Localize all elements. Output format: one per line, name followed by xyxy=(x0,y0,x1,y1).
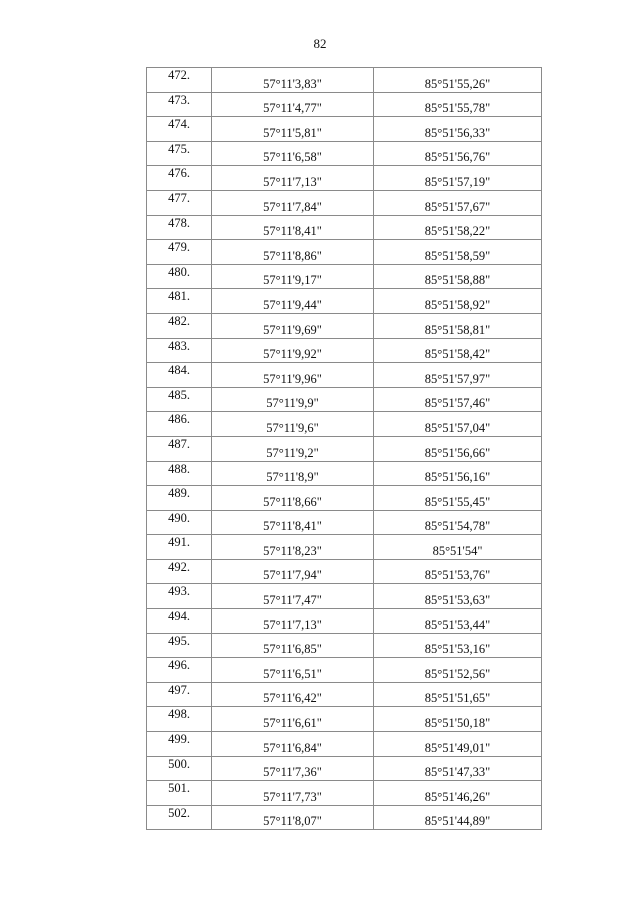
latitude-cell: 57°11'7,13" xyxy=(212,609,374,634)
latitude-cell: 57°11'6,85" xyxy=(212,633,374,658)
table-row xyxy=(147,707,542,732)
latitude-cell: 57°11'7,13" xyxy=(212,166,374,191)
latitude-cell: 57°11'7,73" xyxy=(212,781,374,806)
latitude-cell: 57°11'7,36" xyxy=(212,756,374,781)
table-row xyxy=(147,215,542,240)
longitude-cell: 85°51'56,16" xyxy=(374,461,542,486)
latitude-cell: 57°11'8,86" xyxy=(212,240,374,265)
point-number-cell: 475. xyxy=(147,141,212,166)
table-row xyxy=(147,92,542,117)
latitude-cell: 57°11'6,42" xyxy=(212,682,374,707)
longitude-cell: 85°51'58,81" xyxy=(374,313,542,338)
longitude-cell: 85°51'58,42" xyxy=(374,338,542,363)
latitude-cell: 57°11'9,17" xyxy=(212,264,374,289)
table-row xyxy=(147,412,542,437)
longitude-cell: 85°51'51,65" xyxy=(374,682,542,707)
point-number-cell: 498. xyxy=(147,707,212,732)
longitude-cell: 85°51'44,89" xyxy=(374,805,542,830)
latitude-cell: 57°11'7,94" xyxy=(212,559,374,584)
latitude-cell: 57°11'9,44" xyxy=(212,289,374,314)
point-number-cell: 474. xyxy=(147,117,212,142)
latitude-cell: 57°11'8,07" xyxy=(212,805,374,830)
table-row xyxy=(147,781,542,806)
table-row xyxy=(147,609,542,634)
point-number-cell: 481. xyxy=(147,289,212,314)
longitude-cell: 85°51'52,56" xyxy=(374,658,542,683)
latitude-cell: 57°11'9,6" xyxy=(212,412,374,437)
table-row xyxy=(147,559,542,584)
latitude-cell: 57°11'9,69" xyxy=(212,313,374,338)
longitude-cell: 85°51'54" xyxy=(374,535,542,560)
point-number-cell: 495. xyxy=(147,633,212,658)
table-row xyxy=(147,756,542,781)
latitude-cell: 57°11'7,47" xyxy=(212,584,374,609)
longitude-cell: 85°51'49,01" xyxy=(374,732,542,757)
point-number-cell: 473. xyxy=(147,92,212,117)
point-number-cell: 501. xyxy=(147,781,212,806)
longitude-cell: 85°51'56,33" xyxy=(374,117,542,142)
latitude-cell: 57°11'8,41" xyxy=(212,215,374,240)
table-row xyxy=(147,338,542,363)
table-row xyxy=(147,141,542,166)
table-row xyxy=(147,486,542,511)
latitude-cell: 57°11'6,61" xyxy=(212,707,374,732)
latitude-cell: 57°11'3,83" xyxy=(212,68,374,93)
coordinates-table-body xyxy=(147,68,542,830)
latitude-cell: 57°11'9,96" xyxy=(212,363,374,388)
longitude-cell: 85°51'58,59" xyxy=(374,240,542,265)
coordinates-table xyxy=(146,67,542,830)
point-number-cell: 486. xyxy=(147,412,212,437)
longitude-cell: 85°51'53,16" xyxy=(374,633,542,658)
latitude-cell: 57°11'8,23" xyxy=(212,535,374,560)
latitude-cell: 57°11'8,41" xyxy=(212,510,374,535)
longitude-cell: 85°51'56,66" xyxy=(374,436,542,461)
table-row xyxy=(147,289,542,314)
longitude-cell: 85°51'58,92" xyxy=(374,289,542,314)
table-row xyxy=(147,510,542,535)
table-row xyxy=(147,682,542,707)
latitude-cell: 57°11'8,66" xyxy=(212,486,374,511)
longitude-cell: 85°51'55,45" xyxy=(374,486,542,511)
latitude-cell: 57°11'5,81" xyxy=(212,117,374,142)
longitude-cell: 85°51'47,33" xyxy=(374,756,542,781)
point-number-cell: 487. xyxy=(147,436,212,461)
point-number-cell: 492. xyxy=(147,559,212,584)
longitude-cell: 85°51'57,97" xyxy=(374,363,542,388)
longitude-cell: 85°51'55,78" xyxy=(374,92,542,117)
longitude-cell: 85°51'46,26" xyxy=(374,781,542,806)
table-row xyxy=(147,166,542,191)
table-row xyxy=(147,68,542,93)
longitude-cell: 85°51'53,44" xyxy=(374,609,542,634)
table-row xyxy=(147,658,542,683)
point-number-cell: 502. xyxy=(147,805,212,830)
point-number-cell: 489. xyxy=(147,486,212,511)
longitude-cell: 85°51'54,78" xyxy=(374,510,542,535)
point-number-cell: 490. xyxy=(147,510,212,535)
table-row xyxy=(147,805,542,830)
longitude-cell: 85°51'58,22" xyxy=(374,215,542,240)
page-number: 82 xyxy=(313,36,327,51)
table-row xyxy=(147,461,542,486)
latitude-cell: 57°11'7,84" xyxy=(212,190,374,215)
table-row xyxy=(147,436,542,461)
latitude-cell: 57°11'6,51" xyxy=(212,658,374,683)
point-number-cell: 496. xyxy=(147,658,212,683)
table-row xyxy=(147,363,542,388)
longitude-cell: 85°51'55,26" xyxy=(374,68,542,93)
longitude-cell: 85°51'57,67" xyxy=(374,190,542,215)
table-row xyxy=(147,313,542,338)
point-number-cell: 491. xyxy=(147,535,212,560)
latitude-cell: 57°11'9,92" xyxy=(212,338,374,363)
point-number-cell: 476. xyxy=(147,166,212,191)
point-number-cell: 482. xyxy=(147,313,212,338)
point-number-cell: 472. xyxy=(147,68,212,93)
table-row xyxy=(147,535,542,560)
table-row xyxy=(147,264,542,289)
longitude-cell: 85°51'57,46" xyxy=(374,387,542,412)
longitude-cell: 85°51'53,76" xyxy=(374,559,542,584)
longitude-cell: 85°51'56,76" xyxy=(374,141,542,166)
table-row xyxy=(147,240,542,265)
table-row xyxy=(147,633,542,658)
point-number-cell: 488. xyxy=(147,461,212,486)
longitude-cell: 85°51'58,88" xyxy=(374,264,542,289)
latitude-cell: 57°11'4,77" xyxy=(212,92,374,117)
latitude-cell: 57°11'6,84" xyxy=(212,732,374,757)
latitude-cell: 57°11'8,9" xyxy=(212,461,374,486)
point-number-cell: 483. xyxy=(147,338,212,363)
point-number-cell: 479. xyxy=(147,240,212,265)
longitude-cell: 85°51'57,04" xyxy=(374,412,542,437)
longitude-cell: 85°51'57,19" xyxy=(374,166,542,191)
table-row xyxy=(147,117,542,142)
longitude-cell: 85°51'50,18" xyxy=(374,707,542,732)
point-number-cell: 497. xyxy=(147,682,212,707)
point-number-cell: 485. xyxy=(147,387,212,412)
table-row xyxy=(147,387,542,412)
point-number-cell: 493. xyxy=(147,584,212,609)
point-number-cell: 484. xyxy=(147,363,212,388)
table-row xyxy=(147,732,542,757)
latitude-cell: 57°11'9,2" xyxy=(212,436,374,461)
latitude-cell: 57°11'9,9" xyxy=(212,387,374,412)
latitude-cell: 57°11'6,58" xyxy=(212,141,374,166)
point-number-cell: 500. xyxy=(147,756,212,781)
point-number-cell: 499. xyxy=(147,732,212,757)
longitude-cell: 85°51'53,63" xyxy=(374,584,542,609)
point-number-cell: 477. xyxy=(147,190,212,215)
table-row xyxy=(147,584,542,609)
point-number-cell: 480. xyxy=(147,264,212,289)
table-row xyxy=(147,190,542,215)
point-number-cell: 494. xyxy=(147,609,212,634)
point-number-cell: 478. xyxy=(147,215,212,240)
